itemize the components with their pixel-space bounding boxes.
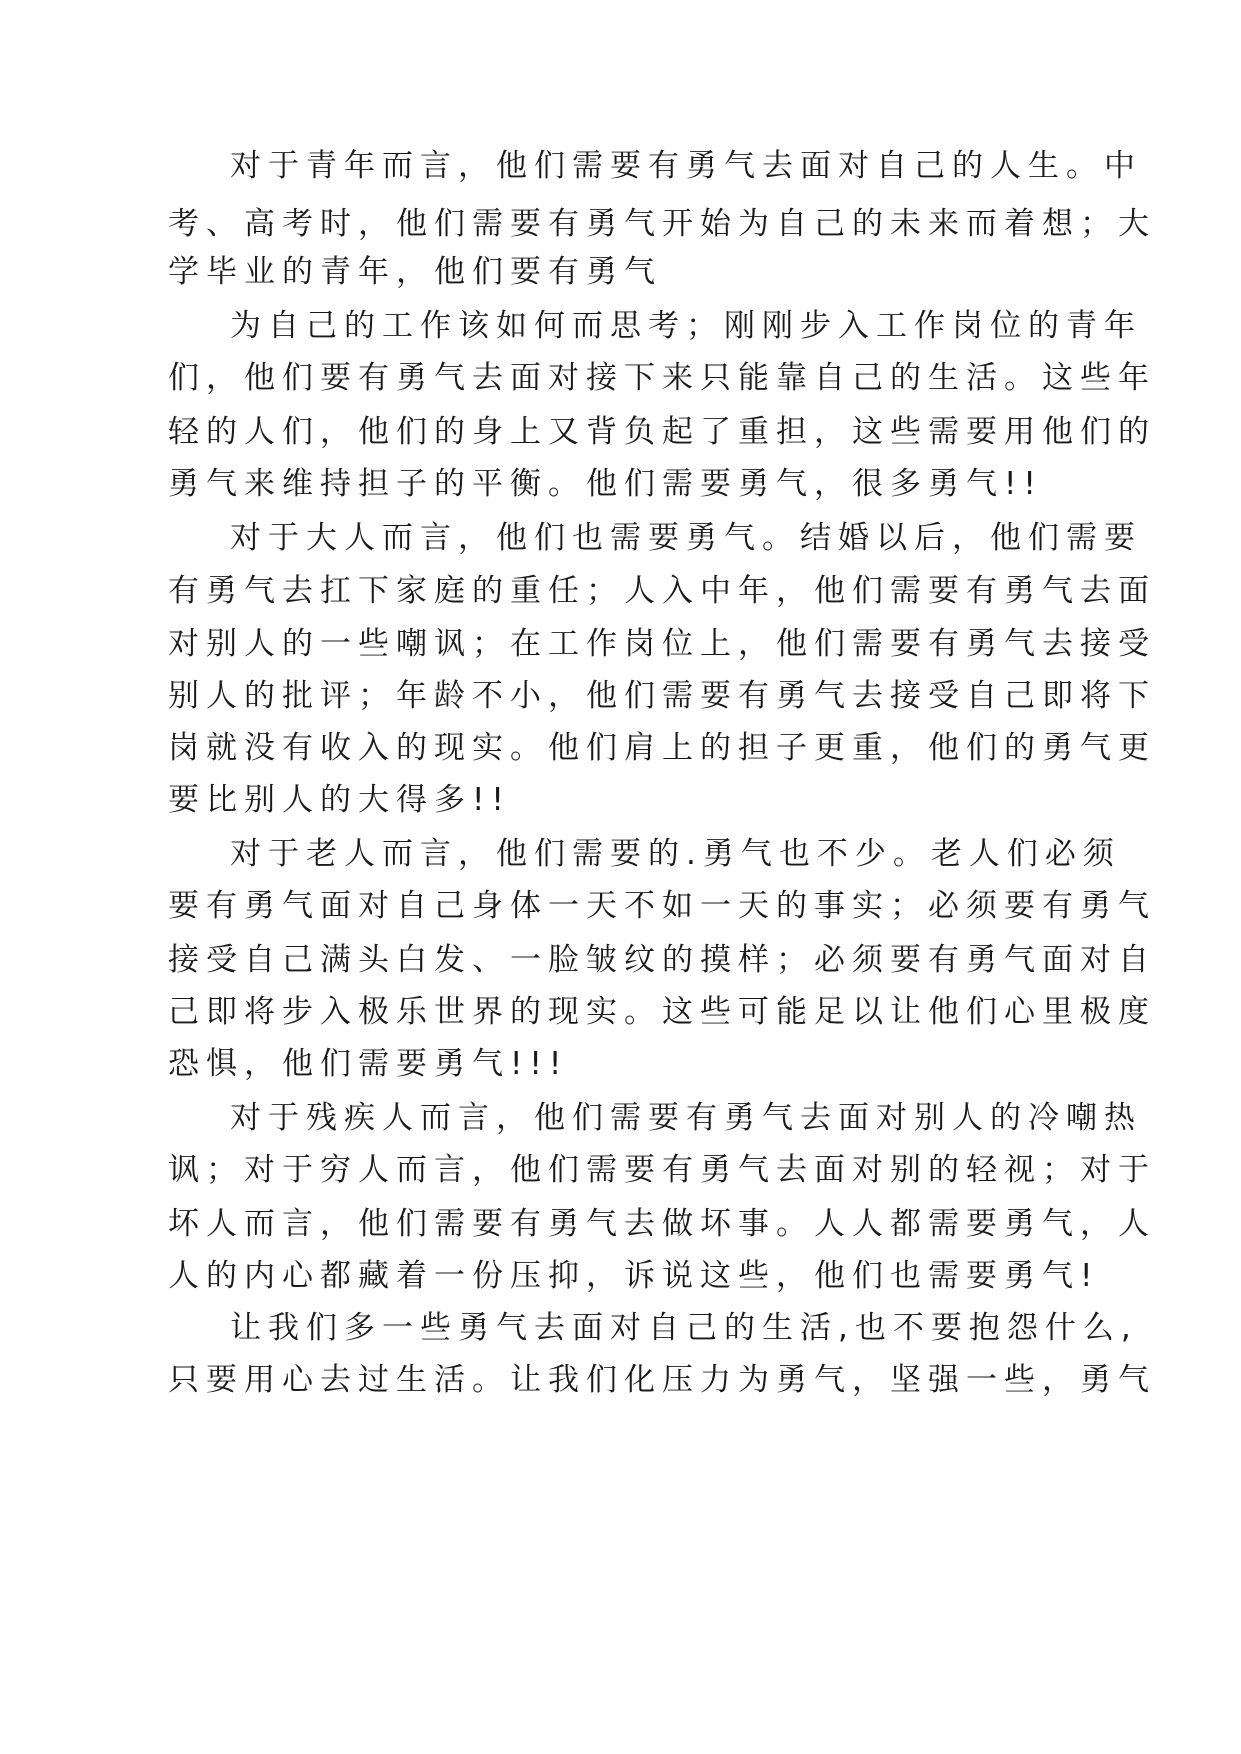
text-line: 为自己的工作该如何而思考；刚刚步入工作岗位的青年 <box>230 308 1142 344</box>
text-line: 别人的批评；年龄不小，他们需要有勇气去接受自己即将下 <box>168 678 1156 714</box>
text-line: 对于大人而言，他们也需要勇气。结婚以后，他们需要 <box>230 520 1142 556</box>
text-line: 要比别人的大得多!! <box>168 782 511 818</box>
text-line: 对于青年而言，他们需要有勇气去面对自己的人生。中 <box>230 148 1142 184</box>
text-line: 对别人的一些嘲讽；在工作岗位上，他们需要有勇气去接受 <box>168 626 1156 662</box>
text-line: 己即将步入极乐世界的现实。这些可能足以让他们心里极度 <box>168 994 1156 1030</box>
text-line: 对于老人而言，他们需要的.勇气也不少。老人们必须 <box>230 836 1121 872</box>
text-line: 只要用心去过生活。让我们化压力为勇气，坚强一些，勇气 <box>168 1362 1156 1398</box>
text-line: 对于残疾人而言，他们需要有勇气去面对别人的冷嘲热 <box>230 1100 1142 1136</box>
text-line: 学毕业的青年，他们要有勇气 <box>168 254 662 290</box>
text-line: 岗就没有收入的现实。他们肩上的担子更重，他们的勇气更 <box>168 730 1156 766</box>
text-line: 人的内心都藏着一份压抑，诉说这些，他们也需要勇气! <box>168 1258 1100 1294</box>
text-line: 讽；对于穷人而言，他们需要有勇气去面对别的轻视；对于 <box>168 1152 1156 1188</box>
text-line: 们，他们要有勇气去面对接下来只能靠自己的生活。这些年 <box>168 360 1156 396</box>
text-line: 恐惧，他们需要勇气!!! <box>168 1046 569 1082</box>
text-line: 坏人而言，他们需要有勇气去做坏事。人人都需要勇气，人 <box>168 1206 1156 1242</box>
text-line: 考、高考时，他们需要有勇气开始为自己的未来而着想；大 <box>168 206 1156 242</box>
text-line: 接受自己满头白发、一脸皱纹的摸样；必须要有勇气面对自 <box>168 942 1156 978</box>
text-line: 让我们多一些勇气去面对自己的生活,也不要抱怨什么, <box>230 1310 1138 1346</box>
text-line: 有勇气去扛下家庭的重任；人入中年，他们需要有勇气去面 <box>168 573 1156 609</box>
text-line: 勇气来维持担子的平衡。他们需要勇气，很多勇气!! <box>168 466 1043 502</box>
text-line: 轻的人们，他们的身上又背负起了重担，这些需要用他们的 <box>168 414 1156 450</box>
text-line: 要有勇气面对自己身体一天不如一天的事实；必须要有勇气 <box>168 888 1156 924</box>
